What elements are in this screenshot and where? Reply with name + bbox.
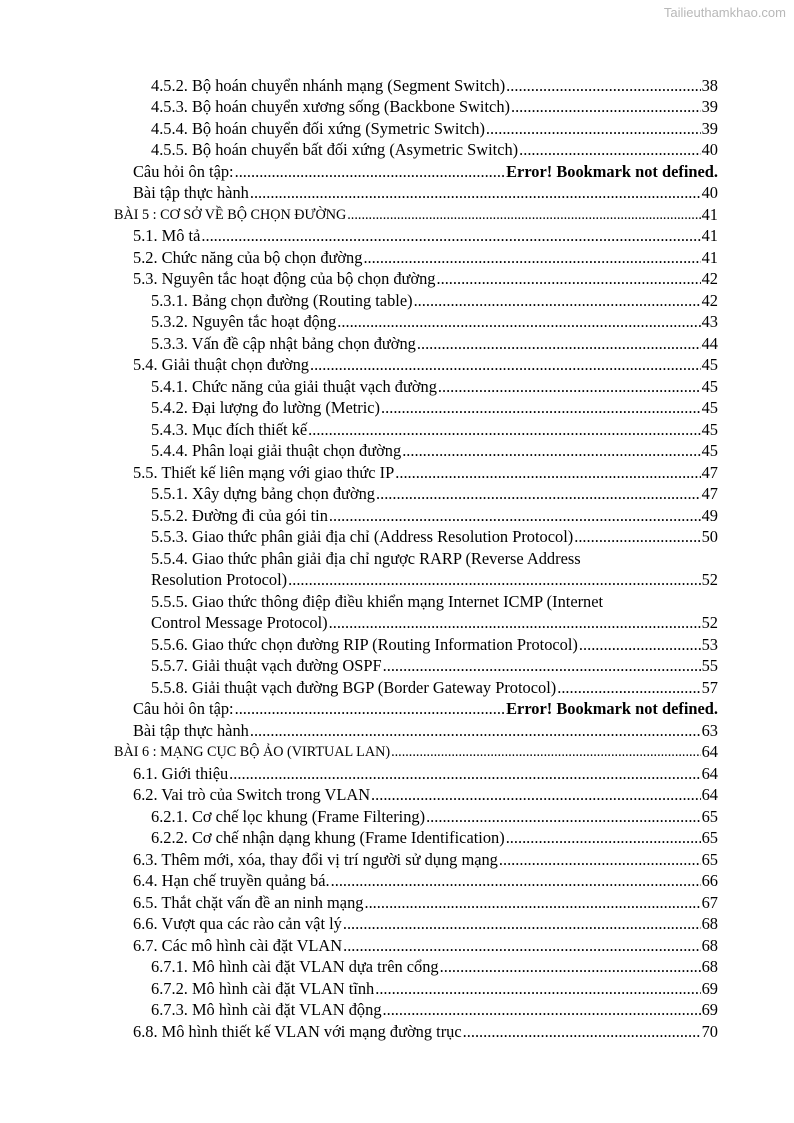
watermark: Tailieuthamkhao.com <box>663 5 786 20</box>
toc-entry[interactable] <box>133 936 718 956</box>
toc-entry-title: 6.6. Vượt qua các rào cản vật lý <box>133 914 342 933</box>
toc-entry-title: 5.5.8. Giải thuật vạch đường BGP (Border Gateway Protocol) <box>151 678 557 697</box>
toc-entry-page: 67 <box>701 893 718 912</box>
toc-entry-page: 43 <box>701 312 718 331</box>
toc-entry[interactable] <box>151 678 718 698</box>
toc-entry-page: 44 <box>701 334 718 353</box>
toc-entry-page: 41 <box>701 226 718 245</box>
toc-entry[interactable] <box>133 1022 718 1042</box>
toc-entry-title[interactable]: 5.5.4. Giao thức phân giải địa chỉ ngược RARP (Reverse Address <box>151 549 581 568</box>
toc-entry-title: 6.7.3. Mô hình cài đặt VLAN động <box>151 1000 382 1019</box>
toc-entry[interactable] <box>151 97 718 117</box>
toc-entry-title: 6.3. Thêm mới, xóa, thay đổi vị trí người sử dụng mạng <box>133 850 498 869</box>
toc-entry[interactable] <box>133 914 718 934</box>
toc-entry-title: 5.4.2. Đại lượng đo lường (Metric) <box>151 398 381 417</box>
toc-entry-title: 5.5.7. Giải thuật vạch đường OSPF <box>151 656 382 675</box>
toc-entry-page: 40 <box>701 140 718 159</box>
toc-entry[interactable] <box>151 484 718 504</box>
toc-entry-title: 5.2. Chức năng của bộ chọn đường <box>133 248 363 267</box>
toc-entry-title: 6.7. Các mô hình cài đặt VLAN <box>133 936 343 955</box>
toc-entry-page: 42 <box>701 291 718 310</box>
toc-entry-title: 5.5.3. Giao thức phân giải địa chỉ (Address Resolution Protocol) <box>151 527 574 546</box>
toc-entry-title: 5.5.6. Giao thức chọn đường RIP (Routing Information Protocol) <box>151 635 578 654</box>
toc-entry[interactable] <box>151 1000 718 1020</box>
toc-entry-title: 5.4.4. Phân loại giải thuật chọn đường <box>151 441 402 460</box>
toc-entry-title: 6.5. Thắt chặt vấn đề an ninh mạng <box>133 893 364 912</box>
toc-entry-page: 41 <box>701 205 718 224</box>
toc-entry-page: 39 <box>701 119 718 138</box>
toc-entry-title: 5.4.1. Chức năng của giải thuật vạch đường <box>151 377 437 396</box>
toc-chapter-title: BÀI 6 : MẠNG CỤC BỘ ẢO (VIRTUAL LAN) <box>114 744 391 760</box>
toc-entry-page: 64 <box>701 742 718 761</box>
toc-entry-page: 41 <box>701 248 718 267</box>
toc-entry[interactable] <box>151 635 718 655</box>
toc-entry[interactable] <box>151 140 718 160</box>
toc-entry-title: 5.3.2. Nguyên tắc hoạt động <box>151 312 337 331</box>
toc-entry[interactable] <box>151 656 718 676</box>
toc-entry[interactable] <box>133 248 718 268</box>
toc-entry-title: 5.5.2. Đường đi của gói tin <box>151 506 328 525</box>
toc-entry-page: 39 <box>701 97 718 116</box>
toc-entry-title: 5.5.1. Xây dựng bảng chọn đường <box>151 484 376 503</box>
toc-entry-page: 45 <box>701 420 718 439</box>
toc-entry-title: 6.4. Hạn chế truyền quảng bá. <box>133 871 330 890</box>
toc-entry-title: 6.2. Vai trò của Switch trong VLAN <box>133 785 371 804</box>
toc-entry-title: 5.4.3. Mục đích thiết kế <box>151 420 308 439</box>
toc-entry-title: Câu hỏi ôn tập: <box>133 162 234 181</box>
toc-entry-title: 6.2.1. Cơ chế lọc khung (Frame Filtering) <box>151 807 426 826</box>
toc-entry[interactable] <box>151 312 718 332</box>
toc-entry-page: 66 <box>701 871 718 890</box>
toc-entry-page: 64 <box>701 764 718 783</box>
toc-entry[interactable] <box>151 506 718 526</box>
toc-entry-page: 53 <box>701 635 718 654</box>
toc-entry-title: 5.3.1. Bảng chọn đường (Routing table) <box>151 291 413 310</box>
toc-entry[interactable] <box>151 957 718 977</box>
toc-entry[interactable] <box>151 377 718 397</box>
toc-entry[interactable] <box>151 398 718 418</box>
toc-entry-title: Bài tập thực hành <box>133 183 249 202</box>
toc-entry[interactable] <box>151 527 718 547</box>
toc-entry-practice[interactable] <box>133 183 718 203</box>
toc-entry-title: 4.5.2. Bộ hoán chuyển nhánh mạng (Segment Switch) <box>151 76 506 95</box>
toc-entry-page: 52 <box>701 570 718 589</box>
toc-entry-page: 42 <box>701 269 718 288</box>
bookmark-error: Error! Bookmark not defined. <box>506 162 718 181</box>
toc-entry-title: 6.7.1. Mô hình cài đặt VLAN dựa trên cổng <box>151 957 439 976</box>
toc-entry[interactable] <box>133 850 718 870</box>
toc-chapter-6[interactable] <box>114 742 718 762</box>
toc-entry-page: 68 <box>701 957 718 976</box>
bookmark-error: Error! Bookmark not defined. <box>506 699 718 718</box>
toc-entry-page: 49 <box>701 506 718 525</box>
toc-entry-page: 68 <box>701 936 718 955</box>
toc-entry-page: 55 <box>701 656 718 675</box>
toc-entry-title[interactable]: 5.5.5. Giao thức thông điệp điều khiển mạng Internet ICMP (Internet <box>151 592 604 611</box>
toc-entry[interactable] <box>151 828 718 848</box>
toc-entry[interactable] <box>151 334 718 354</box>
toc-entry[interactable] <box>151 613 718 633</box>
toc-entry-title: 5.3. Nguyên tắc hoạt động của bộ chọn đường <box>133 269 436 288</box>
toc-entry-title: 5.5. Thiết kế liên mạng với giao thức IP <box>133 463 395 482</box>
toc-entry[interactable] <box>151 570 718 590</box>
toc-entry-title-continued: Control Message Protocol) <box>151 613 328 632</box>
toc-entry[interactable] <box>133 463 718 483</box>
toc-entry[interactable] <box>133 764 718 784</box>
toc-entry-page: 65 <box>701 850 718 869</box>
toc-entry-title: 6.2.2. Cơ chế nhận dạng khung (Frame Identification) <box>151 828 505 847</box>
toc-entry[interactable] <box>151 291 718 311</box>
toc-entry-title: 6.1. Giới thiệu <box>133 764 229 783</box>
toc-entry-title-continued: Resolution Protocol) <box>151 570 288 589</box>
toc-entry-practice[interactable] <box>133 721 718 741</box>
toc-entry-title: 4.5.5. Bộ hoán chuyển bất đối xứng (Asymetric Switch) <box>151 140 519 159</box>
toc-entry[interactable] <box>151 420 718 440</box>
toc-entry-page: 45 <box>701 355 718 374</box>
toc-entry[interactable] <box>133 355 718 375</box>
toc-chapter-5[interactable] <box>114 205 718 225</box>
toc-entry-title: 5.3.3. Vấn đề cập nhật bảng chọn đường <box>151 334 416 353</box>
toc-entry-page: 57 <box>701 678 718 697</box>
toc-entry-page: 69 <box>701 979 718 998</box>
toc-entry-page: 47 <box>701 484 718 503</box>
toc-entry-page: 69 <box>701 1000 718 1019</box>
toc-entry[interactable] <box>151 979 718 999</box>
toc-entry-page: 45 <box>701 398 718 417</box>
toc-entry-title: Bài tập thực hành <box>133 721 249 740</box>
toc-entry-title: 4.5.3. Bộ hoán chuyển xương sống (Backbone Switch) <box>151 97 510 116</box>
toc-entry[interactable] <box>133 226 718 246</box>
toc-entry[interactable] <box>133 269 718 289</box>
toc-entry-page: 70 <box>701 1022 718 1041</box>
toc-entry-page: 40 <box>701 183 718 202</box>
toc-entry[interactable] <box>133 893 718 913</box>
toc-entry[interactable] <box>151 76 718 96</box>
toc-entry-title: 6.8. Mô hình thiết kế VLAN với mạng đường trục <box>133 1022 462 1041</box>
toc-entry[interactable] <box>151 119 718 139</box>
toc-entry[interactable] <box>133 785 718 805</box>
toc-entry-page: 38 <box>701 76 718 95</box>
toc-entry-page: 45 <box>701 377 718 396</box>
toc-entry-review-questions[interactable] <box>133 699 718 719</box>
toc-chapter-title: BÀI 5 : CƠ SỞ VỀ BỘ CHỌN ĐƯỜNG <box>114 207 347 223</box>
toc-entry[interactable] <box>133 871 718 891</box>
toc-entry-page: 50 <box>701 527 718 546</box>
toc-entry-page: 47 <box>701 463 718 482</box>
toc-entry-title: 6.7.2. Mô hình cài đặt VLAN tĩnh <box>151 979 375 998</box>
toc-entry-title: 5.1. Mô tả <box>133 226 201 245</box>
toc-entry-page: 64 <box>701 785 718 804</box>
toc-entry-page: 63 <box>701 721 718 740</box>
toc-entry[interactable] <box>151 807 718 827</box>
toc-entry-page: 52 <box>701 613 718 632</box>
toc-entry-page: 68 <box>701 914 718 933</box>
toc-entry-title: 5.4. Giải thuật chọn đường <box>133 355 309 374</box>
toc-entry-page: 65 <box>701 828 718 847</box>
toc-entry-page: 45 <box>701 441 718 460</box>
toc-entry[interactable] <box>151 441 718 461</box>
toc-entry-title: 4.5.4. Bộ hoán chuyển đối xứng (Symetric Switch) <box>151 119 485 138</box>
toc-entry-title: Câu hỏi ôn tập: <box>133 699 234 718</box>
toc-entry-page: 65 <box>701 807 718 826</box>
toc-entry-review-questions[interactable] <box>133 162 718 182</box>
